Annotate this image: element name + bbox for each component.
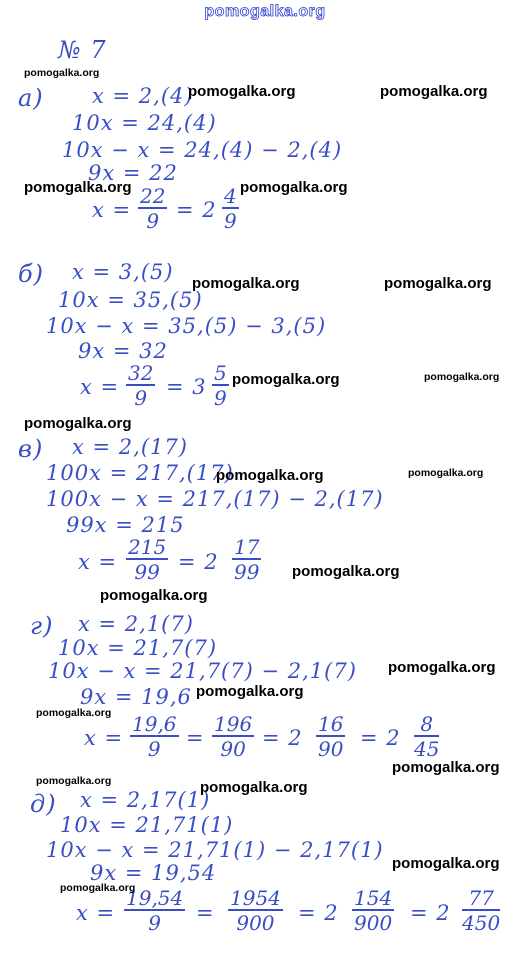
equals-whole: = 2 (360, 726, 401, 750)
fraction: $\frac{5}{9}$ (214, 361, 227, 410)
watermark: pomogalka.org (200, 779, 308, 796)
fraction: $\frac{196}{90}$ (214, 712, 253, 761)
equation-line: 10x − x = 21,71(1) − 2,17(1) (46, 838, 384, 862)
equals-whole: = 2 (262, 726, 303, 750)
equals-whole: = 2 (176, 198, 217, 222)
watermark: pomogalka.org (60, 882, 136, 894)
exercise-number: № 7 (58, 36, 107, 64)
fraction: $\frac{4}{9}$ (224, 184, 237, 233)
fraction: $\frac{1954}{900}$ (230, 886, 281, 935)
equation-line: 9x = 19,6 (80, 685, 192, 709)
equation-line: 99x = 215 (66, 513, 185, 537)
fraction: $\frac{19,6}{9}$ (132, 712, 177, 761)
equation-line: 100x = 217,(17) (46, 461, 234, 485)
equation-line: x = 2,1(7) (78, 612, 194, 636)
part-label: г) (30, 612, 54, 640)
watermark: pomogalka.org (24, 415, 132, 432)
part-label: б) (18, 260, 45, 288)
watermark: pomogalka.org (424, 371, 500, 383)
fraction: $\frac{19,54}{9}$ (126, 886, 184, 935)
fraction: $\frac{17}{99}$ (234, 535, 260, 584)
equals-sign: = (186, 726, 205, 750)
equation-line: 9x = 22 (88, 161, 178, 185)
watermark: pomogalka.org (232, 371, 340, 388)
watermark: pomogalka.org (24, 67, 100, 79)
equation-line: 10x = 21,71(1) (60, 813, 234, 837)
watermark: pomogalka.org (24, 179, 132, 196)
result-x: x = (76, 901, 116, 925)
equation-line: x = 2,(17) (72, 435, 188, 459)
watermark: pomogalka.org (408, 467, 484, 479)
equation-line: 10x − x = 24,(4) − 2,(4) (62, 138, 343, 162)
equation-line: 10x − x = 21,7(7) − 2,1(7) (48, 659, 357, 683)
watermark: pomogalka.org (388, 659, 496, 676)
result-x: x = (80, 375, 120, 399)
equation-line: 10x − x = 35,(5) − 3,(5) (46, 314, 327, 338)
equation-line: x = 3,(5) (72, 260, 174, 284)
fraction: $\frac{215}{99}$ (128, 535, 167, 584)
watermark: pomogalka.org (100, 587, 208, 604)
watermark: pomogalka.org (216, 467, 324, 484)
watermark: pomogalka.org (392, 759, 500, 776)
watermark: pomogalka.org (192, 275, 300, 292)
part-label: д) (30, 790, 57, 818)
fraction: $\frac{154}{900}$ (354, 886, 393, 935)
fraction: $\frac{16}{90}$ (318, 712, 344, 761)
equals-whole: = 3 (166, 375, 207, 399)
result-x: x = (84, 726, 124, 750)
part-label: а) (18, 84, 44, 112)
equation-line: x = 2,(4) (92, 84, 194, 108)
equals-whole: = 2 (298, 901, 339, 925)
fraction: $\frac{22}{9}$ (140, 184, 166, 233)
fraction: $\frac{32}{9}$ (128, 361, 154, 410)
result-x: x = (92, 198, 132, 222)
equation-line: 100x − x = 217,(17) − 2,(17) (46, 487, 384, 511)
equation-line: 10x = 21,7(7) (58, 636, 218, 660)
equation-line: 9x = 19,54 (90, 861, 217, 885)
fraction: $\frac{8}{45}$ (414, 712, 440, 761)
watermark: pomogalka.org (240, 179, 348, 196)
result-x: x = (78, 550, 118, 574)
watermark: pomogalka.org (188, 83, 296, 100)
watermark: pomogalka.org (36, 707, 112, 719)
equation-line: x = 2,17(1) (80, 788, 211, 812)
part-label: в) (18, 435, 44, 463)
watermark: pomogalka.org (196, 683, 304, 700)
equals-whole: = 2 (410, 901, 451, 925)
equation-line: 10x = 35,(5) (58, 288, 203, 312)
site-watermark-top: pomogalka.org (204, 3, 326, 20)
watermark: pomogalka.org (380, 83, 488, 100)
equals-whole: = 2 (178, 550, 219, 574)
watermark: pomogalka.org (292, 563, 400, 580)
watermark: pomogalka.org (392, 855, 500, 872)
watermark: pomogalka.org (36, 775, 112, 787)
equation-line: 9x = 32 (78, 339, 168, 363)
equation-line: 10x = 24,(4) (72, 111, 217, 135)
equals-sign: = (196, 901, 215, 925)
fraction: $\frac{77}{450}$ (462, 886, 501, 935)
watermark: pomogalka.org (384, 275, 492, 292)
